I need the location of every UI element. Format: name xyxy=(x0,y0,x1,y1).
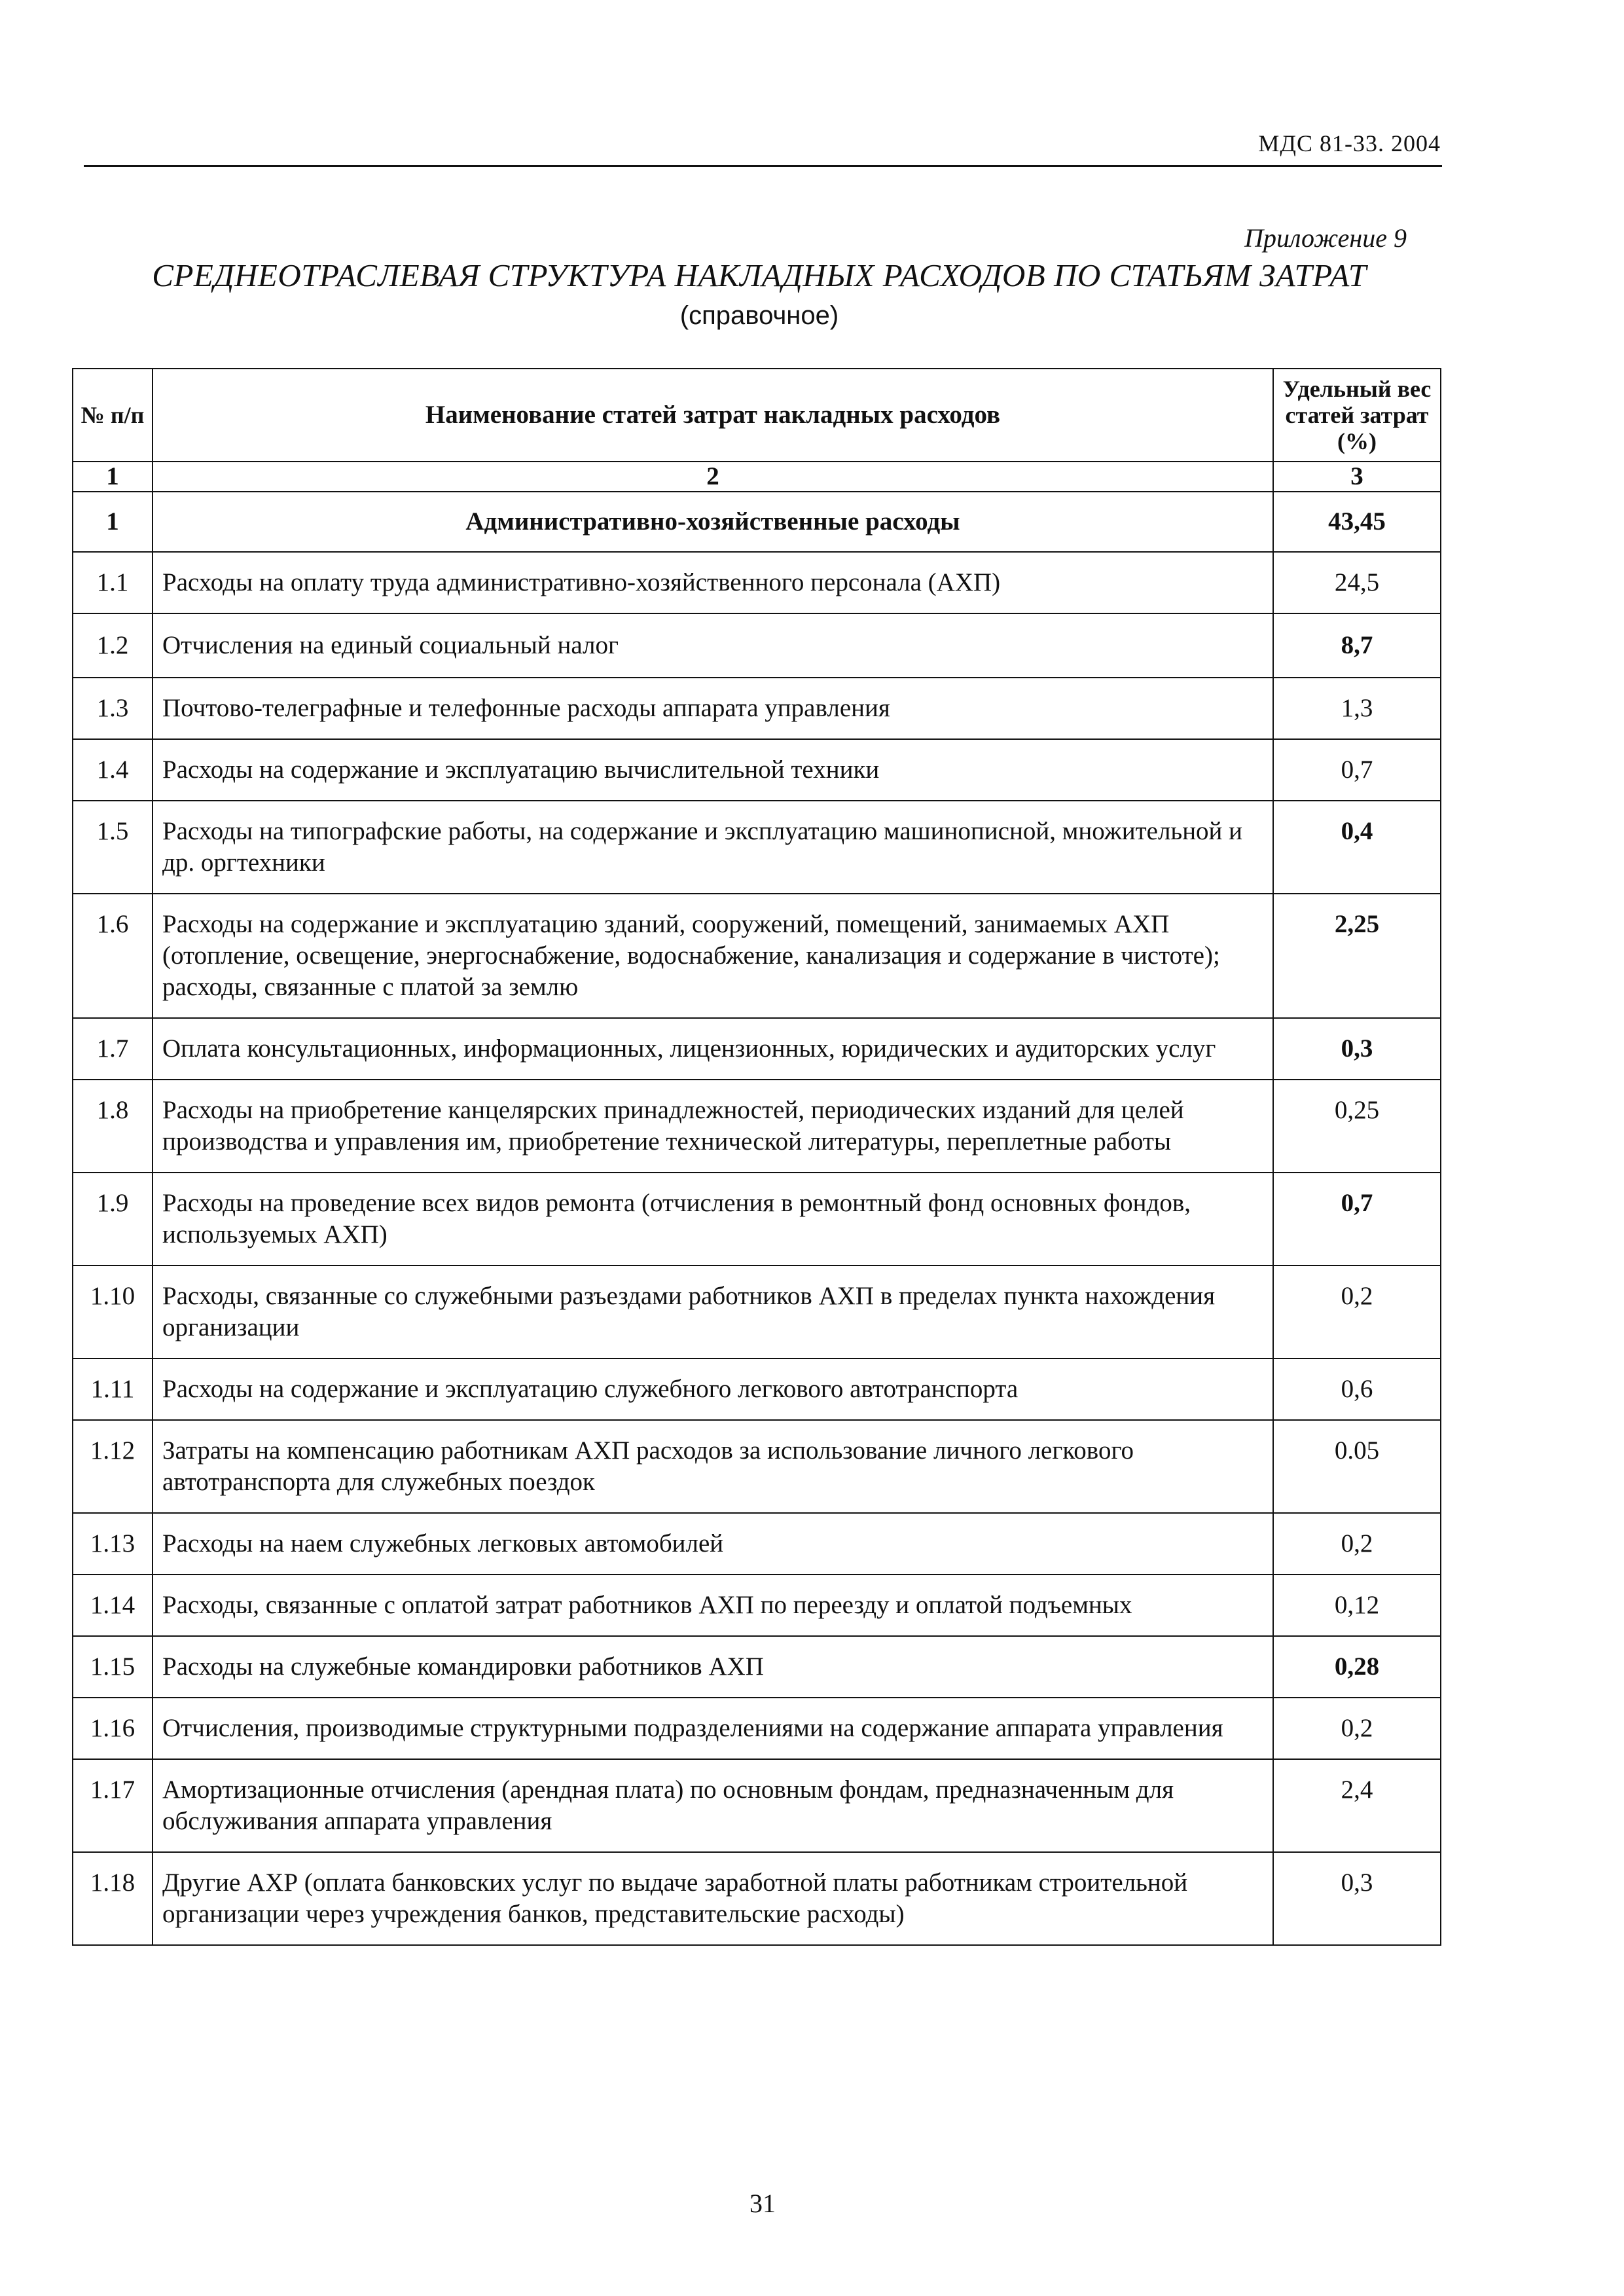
cost-structure-table xyxy=(72,368,1441,1946)
row-name: Расходы на содержание и эксплуатацию служебного легкового автотранспорта xyxy=(153,1358,1273,1420)
table-row xyxy=(73,1575,1441,1636)
table-row xyxy=(73,1513,1441,1575)
row-value: 0,3 xyxy=(1273,1018,1441,1080)
row-number: 1.2 xyxy=(73,613,153,678)
row-number: 1.16 xyxy=(73,1698,153,1759)
row-value: 2,4 xyxy=(1273,1759,1441,1852)
table-row xyxy=(73,1698,1441,1759)
column-header-number: № п/п xyxy=(73,369,153,462)
row-number: 1.13 xyxy=(73,1513,153,1575)
row-value: 0,12 xyxy=(1273,1575,1441,1636)
document-code: МДС 81-33. 2004 xyxy=(1258,130,1441,156)
row-name: Расходы, связанные со служебными разъездами работников АХП в пределах пункта нахождения организации xyxy=(153,1266,1273,1358)
row-value: 0,2 xyxy=(1273,1513,1441,1575)
cost-structure-table-wrapper xyxy=(72,368,1440,1946)
table-row xyxy=(73,1358,1441,1420)
document-title: СРЕДНЕОТРАСЛЕВАЯ СТРУКТУРА НАКЛАДНЫХ РАСХОДОВ ПО СТАТЬЯМ ЗАТРАТ xyxy=(152,257,1367,293)
row-name: Расходы на содержание и эксплуатацию зданий, сооружений, помещений, занимаемых АХП (отопление, освещение, энергоснабжение, водоснабжение, канализация и содержание в чистоте); расходы, связанные с платой за землю xyxy=(153,894,1273,1018)
column-number-1: 1 xyxy=(73,462,153,492)
row-number: 1.18 xyxy=(73,1852,153,1945)
row-number: 1.14 xyxy=(73,1575,153,1636)
row-number: 1.12 xyxy=(73,1420,153,1513)
row-number: 1.10 xyxy=(73,1266,153,1358)
document-subtitle: (справочное) xyxy=(679,301,839,330)
row-value: 0,7 xyxy=(1273,739,1441,801)
section-row xyxy=(73,492,1441,552)
row-name: Затраты на компенсацию работникам АХП расходов за использование личного легкового автотранспорта для служебных поездок xyxy=(153,1420,1273,1513)
row-name: Расходы на приобретение канцелярских принадлежностей, периодических изданий для целей производства и управления им, приобретение технической литературы, переплетные работы xyxy=(153,1080,1273,1173)
row-value: 2,25 xyxy=(1273,894,1441,1018)
row-name: Расходы на оплату труда административно-хозяйственного персонала (АХП) xyxy=(153,552,1273,613)
column-header-value: Удельный вес статей затрат (%) xyxy=(1273,369,1441,462)
appendix-label: Приложение 9 xyxy=(1244,223,1407,253)
row-name: Расходы на содержание и эксплуатацию вычислительной техники xyxy=(153,739,1273,801)
table-header-row xyxy=(73,369,1441,462)
row-number: 1.11 xyxy=(73,1358,153,1420)
row-name: Почтово-телеграфные и телефонные расходы аппарата управления xyxy=(153,678,1273,739)
column-number-2: 2 xyxy=(153,462,1273,492)
row-number: 1.6 xyxy=(73,894,153,1018)
row-name: Амортизационные отчисления (арендная плата) по основным фондам, предназначенным для обслуживания аппарата управления xyxy=(153,1759,1273,1852)
table-row xyxy=(73,801,1441,894)
row-name: Расходы, связанные с оплатой затрат работников АХП по переезду и оплатой подъемных xyxy=(153,1575,1273,1636)
table-row xyxy=(73,1018,1441,1080)
row-value: 0,4 xyxy=(1273,801,1441,894)
row-value: 0.05 xyxy=(1273,1420,1441,1513)
table-row xyxy=(73,1852,1441,1945)
table-row xyxy=(73,1420,1441,1513)
row-name: Другие АХР (оплата банковских услуг по выдаче заработной платы работникам строительной организации через учреждения банков, представительские расходы) xyxy=(153,1852,1273,1945)
row-number: 1.7 xyxy=(73,1018,153,1080)
row-name: Оплата консультационных, информационных, лицензионных, юридических и аудиторских услуг xyxy=(153,1018,1273,1080)
table-row xyxy=(73,894,1441,1018)
row-number: 1.8 xyxy=(73,1080,153,1173)
row-number: 1.4 xyxy=(73,739,153,801)
table-row xyxy=(73,1636,1441,1698)
row-number: 1.9 xyxy=(73,1173,153,1266)
row-value: 8,7 xyxy=(1273,613,1441,678)
row-number: 1.5 xyxy=(73,801,153,894)
table-row xyxy=(73,552,1441,613)
table-row xyxy=(73,1759,1441,1852)
row-name: Расходы на наем служебных легковых автомобилей xyxy=(153,1513,1273,1575)
column-number-3: 3 xyxy=(1273,462,1441,492)
row-name: Расходы на служебные командировки работников АХП xyxy=(153,1636,1273,1698)
page-number: 31 xyxy=(749,2189,776,2218)
row-number: 1.17 xyxy=(73,1759,153,1852)
row-number: 1.1 xyxy=(73,552,153,613)
row-name: Отчисления на единый социальный налог xyxy=(153,613,1273,678)
section-value: 43,45 xyxy=(1273,492,1441,552)
table-row xyxy=(73,739,1441,801)
section-number: 1 xyxy=(73,492,153,552)
column-header-name: Наименование статей затрат накладных расходов xyxy=(153,369,1273,462)
row-name: Отчисления, производимые структурными подразделениями на содержание аппарата управления xyxy=(153,1698,1273,1759)
row-name: Расходы на типографские работы, на содержание и эксплуатацию машинописной, множительной и др. оргтехники xyxy=(153,801,1273,894)
row-name: Расходы на проведение всех видов ремонта (отчисления в ремонтный фонд основных фондов, используемых АХП) xyxy=(153,1173,1273,1266)
table-row xyxy=(73,1173,1441,1266)
table-row xyxy=(73,1080,1441,1173)
table-row xyxy=(73,1266,1441,1358)
row-value: 0,7 xyxy=(1273,1173,1441,1266)
table-row xyxy=(73,613,1441,678)
table-row xyxy=(73,678,1441,739)
row-value: 0,25 xyxy=(1273,1080,1441,1173)
row-value: 0,28 xyxy=(1273,1636,1441,1698)
row-value: 0,6 xyxy=(1273,1358,1441,1420)
row-value: 0,2 xyxy=(1273,1266,1441,1358)
row-value: 1,3 xyxy=(1273,678,1441,739)
row-value: 0,3 xyxy=(1273,1852,1441,1945)
row-number: 1.3 xyxy=(73,678,153,739)
column-numbers-row xyxy=(73,462,1441,492)
row-number: 1.15 xyxy=(73,1636,153,1698)
header-rule xyxy=(84,165,1442,167)
row-value: 0,2 xyxy=(1273,1698,1441,1759)
section-name: Административно-хозяйственные расходы xyxy=(153,492,1273,552)
row-value: 24,5 xyxy=(1273,552,1441,613)
